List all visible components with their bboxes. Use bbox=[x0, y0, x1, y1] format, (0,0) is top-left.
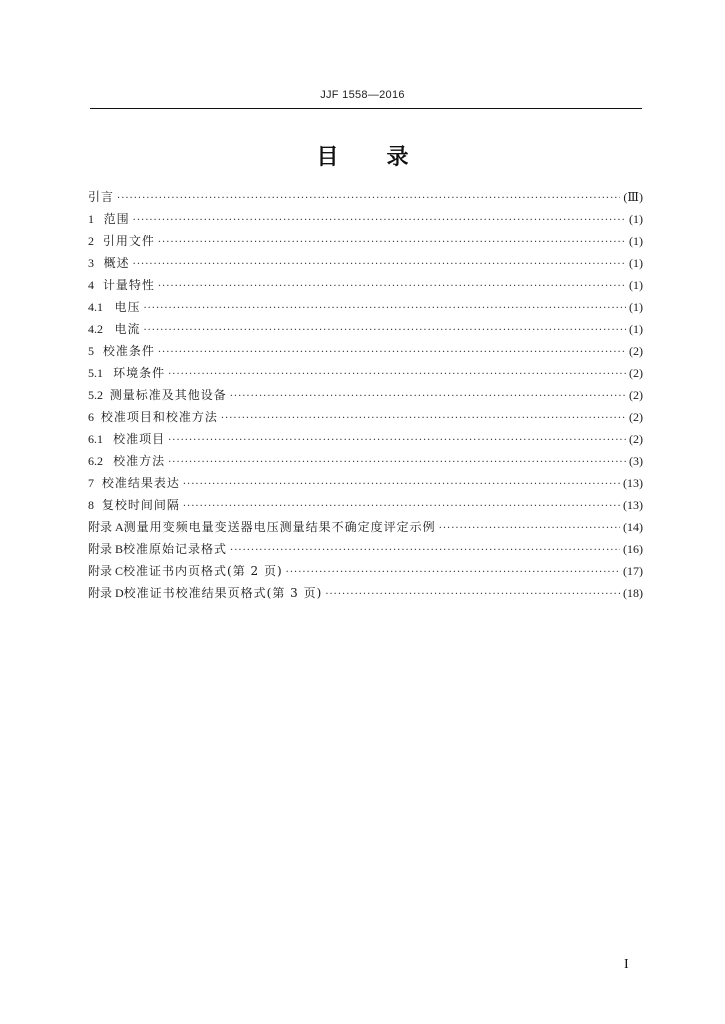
toc-entry[interactable] bbox=[88, 428, 643, 450]
toc-entry-page: (3) bbox=[629, 454, 643, 468]
toc-entry-number: 附录 D bbox=[88, 586, 124, 600]
toc-entry[interactable] bbox=[88, 450, 643, 472]
toc-entry-number: 附录 A bbox=[88, 520, 124, 534]
toc-leader-dots bbox=[158, 232, 626, 254]
toc-entry-number: 5.2 bbox=[88, 388, 103, 402]
toc-entry-number: 8 bbox=[88, 498, 94, 512]
toc-entry-number: 3 bbox=[88, 256, 94, 270]
toc-entry-page: (1) bbox=[629, 256, 643, 270]
toc-entry-title: 概述 bbox=[103, 256, 130, 270]
toc-entry-title: 计量特性 bbox=[102, 278, 155, 292]
toc-entry-number: 5.1 bbox=[88, 366, 103, 380]
table-of-contents bbox=[88, 186, 643, 604]
toc-entry[interactable] bbox=[88, 538, 643, 560]
toc-entry-title: 校准项目和校准方法 bbox=[100, 410, 218, 424]
toc-entry-number: 7 bbox=[88, 476, 94, 490]
toc-entry-title: 测量标准及其他设备 bbox=[109, 388, 227, 402]
toc-leader-dots bbox=[168, 364, 626, 386]
header-rule bbox=[90, 108, 642, 109]
toc-entry-page: (2) bbox=[629, 344, 643, 358]
toc-entry-title: 环境条件 bbox=[113, 366, 166, 380]
toc-entry[interactable] bbox=[88, 406, 643, 428]
toc-entry-title: 校准条件 bbox=[102, 344, 155, 358]
toc-leader-dots bbox=[183, 496, 620, 518]
toc-entry-page: (2) bbox=[629, 366, 643, 380]
toc-entry-title: 电压 bbox=[114, 300, 141, 314]
toc-entry-page: (1) bbox=[629, 300, 643, 314]
toc-entry-number: 6.1 bbox=[88, 432, 103, 446]
toc-entry[interactable] bbox=[88, 516, 643, 538]
toc-entry-title: 范围 bbox=[103, 212, 130, 226]
toc-entry-title: 测量用变频电量变送器电压测量结果不确定度评定示例 bbox=[123, 520, 436, 534]
toc-entry[interactable] bbox=[88, 494, 643, 516]
toc-leader-dots bbox=[158, 342, 626, 364]
toc-entry[interactable] bbox=[88, 340, 643, 362]
toc-entry-title: 校准证书校准结果页格式(第 3 页) bbox=[123, 586, 323, 600]
toc-entry-number: 2 bbox=[88, 234, 94, 248]
toc-entry-number: 附录 B bbox=[88, 542, 124, 556]
toc-entry-page: (2) bbox=[629, 388, 643, 402]
toc-leader-dots bbox=[168, 452, 626, 474]
toc-leader-dots bbox=[221, 408, 626, 430]
toc-entry-title: 校准原始记录格式 bbox=[123, 542, 228, 556]
title-char-1: 目 bbox=[316, 145, 339, 170]
toc-entry-number: 4 bbox=[88, 278, 94, 292]
toc-entry-number: 5 bbox=[88, 344, 94, 358]
toc-entry-title: 引言 bbox=[88, 190, 115, 204]
toc-entry[interactable] bbox=[88, 362, 643, 384]
toc-entry[interactable] bbox=[88, 560, 643, 582]
toc-entry-number: 6.2 bbox=[88, 454, 103, 468]
toc-entry-page: (Ⅲ) bbox=[623, 190, 643, 204]
toc-entry-page: (1) bbox=[629, 278, 643, 292]
toc-entry[interactable] bbox=[88, 252, 643, 274]
toc-entry[interactable] bbox=[88, 318, 643, 340]
title-char-2: 录 bbox=[386, 145, 409, 170]
toc-entry-page: (2) bbox=[629, 410, 643, 424]
toc-entry[interactable] bbox=[88, 208, 643, 230]
document-code-header: JJF 1558—2016 bbox=[320, 89, 405, 101]
toc-entry-number: 6 bbox=[88, 410, 94, 424]
toc-entry-title: 引用文件 bbox=[102, 234, 155, 248]
toc-entry-title: 校准证书内页格式(第 2 页) bbox=[123, 564, 283, 578]
toc-entry[interactable] bbox=[88, 384, 643, 406]
toc-entry-number: 4.1 bbox=[88, 300, 103, 314]
toc-entry-page: (14) bbox=[623, 520, 643, 534]
toc-leader-dots bbox=[133, 254, 626, 276]
toc-leader-dots bbox=[286, 562, 620, 584]
toc-leader-dots bbox=[143, 298, 626, 320]
toc-leader-dots bbox=[117, 188, 620, 210]
toc-entry-title: 校准结果表达 bbox=[101, 476, 180, 490]
toc-entry-number: 1 bbox=[88, 212, 94, 226]
toc-leader-dots bbox=[133, 210, 626, 232]
toc-entry-title: 复校时间间隔 bbox=[101, 498, 180, 512]
toc-entry-page: (2) bbox=[629, 432, 643, 446]
page-title bbox=[0, 140, 725, 171]
toc-entry-title: 电流 bbox=[114, 322, 141, 336]
page-number: I bbox=[624, 957, 629, 972]
toc-entry-title: 校准方法 bbox=[113, 454, 166, 468]
toc-entry-number: 附录 C bbox=[88, 564, 124, 578]
toc-entry[interactable] bbox=[88, 472, 643, 494]
toc-entry-page: (13) bbox=[623, 498, 643, 512]
toc-entry[interactable] bbox=[88, 582, 643, 604]
toc-entry[interactable] bbox=[88, 274, 643, 296]
toc-leader-dots bbox=[168, 430, 626, 452]
toc-leader-dots bbox=[183, 474, 620, 496]
toc-leader-dots bbox=[230, 386, 626, 408]
toc-entry-page: (1) bbox=[629, 212, 643, 226]
toc-leader-dots bbox=[325, 584, 620, 606]
toc-entry-page: (18) bbox=[623, 586, 643, 600]
toc-entry-page: (1) bbox=[629, 234, 643, 248]
toc-entry-number: 4.2 bbox=[88, 322, 103, 336]
toc-leader-dots bbox=[230, 540, 620, 562]
toc-leader-dots bbox=[143, 320, 626, 342]
toc-entry-page: (1) bbox=[629, 322, 643, 336]
toc-leader-dots bbox=[439, 518, 620, 540]
toc-entry[interactable] bbox=[88, 296, 643, 318]
toc-entry-page: (16) bbox=[623, 542, 643, 556]
toc-entry[interactable] bbox=[88, 230, 643, 252]
toc-entry-page: (13) bbox=[623, 476, 643, 490]
toc-entry[interactable] bbox=[88, 186, 643, 208]
toc-entry-title: 校准项目 bbox=[113, 432, 166, 446]
toc-entry-page: (17) bbox=[623, 564, 643, 578]
toc-leader-dots bbox=[158, 276, 626, 298]
